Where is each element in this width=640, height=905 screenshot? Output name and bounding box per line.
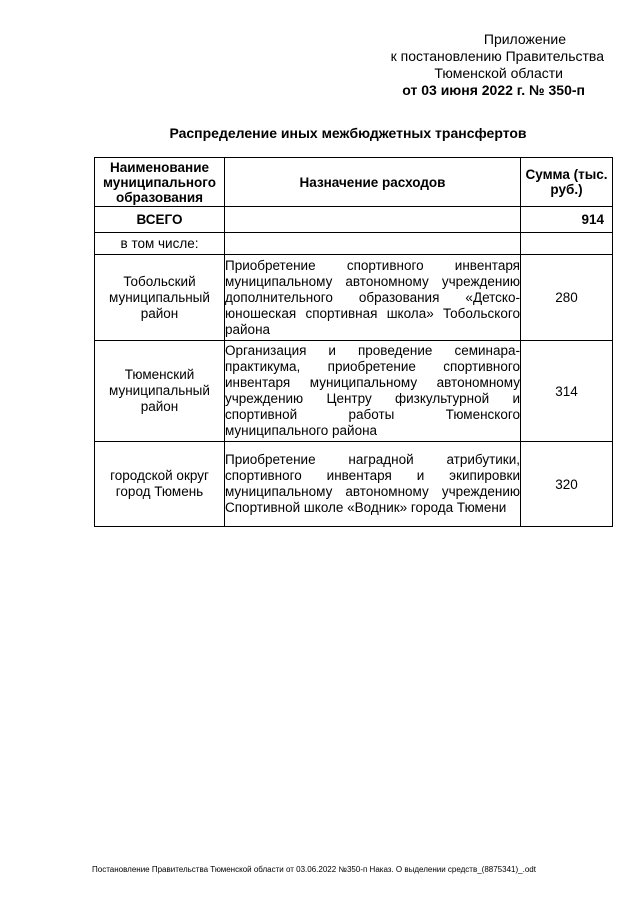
- transfers-table: [94, 157, 613, 527]
- municipality-cell: Тобольский муниципальный район: [95, 255, 225, 341]
- table-row-including: [95, 233, 613, 255]
- table-header-row: [95, 158, 613, 207]
- table-row-total: [95, 207, 613, 233]
- document-title: Распределение иных межбюджетных трансфертов: [169, 125, 527, 141]
- table-row: [95, 255, 613, 341]
- appendix-label: Приложение: [483, 31, 566, 47]
- purpose-cell: Приобретение наградной атрибутики, спортивного инвентаря и экипировки муниципальному автономному учреждению Спортивной школе «Водник» города Тюмени: [225, 442, 521, 527]
- municipality-cell: Тюменский муниципальный район: [95, 341, 225, 442]
- amount-cell: 314: [521, 341, 613, 442]
- document-footer: Постановление Правительства Тюменской области от 03.06.2022 №350-п Наказ. О выделении средств_(8875341)_.odt: [92, 865, 536, 874]
- including-purpose-empty: [225, 233, 521, 255]
- total-purpose-empty: [225, 207, 521, 233]
- table-row: [95, 341, 613, 442]
- total-label: ВСЕГО: [95, 207, 225, 233]
- header-municipality: Наименование муниципального образования: [95, 158, 225, 207]
- purpose-cell: Приобретение спортивного инвентаря муниципальному автономному учреждению дополнительного образования «Детско-юношеская спортивная школа» Тобольского района: [225, 255, 521, 341]
- amount-cell: 320: [521, 442, 613, 527]
- header-purpose: Назначение расходов: [225, 158, 521, 207]
- including-amount-empty: [521, 233, 613, 255]
- appendix-region: Тюменской области: [434, 65, 563, 81]
- decree-date-number: от 03 июня 2022 г. № 350-п: [402, 82, 585, 98]
- table-row: [95, 442, 613, 527]
- municipality-cell: городской округ город Тюмень: [95, 442, 225, 527]
- total-amount: 914: [521, 207, 613, 233]
- appendix-reference: к постановлению Правительства: [390, 48, 604, 64]
- purpose-cell: Организация и проведение семинара-практикума, приобретение спортивного инвентаря муниципальному автономному учреждению Центру физкультурной и спортивной работы Тюменского муниципального района: [225, 341, 521, 442]
- appendix-header: [304, 31, 604, 99]
- header-amount: Сумма (тыс. руб.): [521, 158, 613, 207]
- amount-cell: 280: [521, 255, 613, 341]
- including-label: в том числе:: [95, 233, 225, 255]
